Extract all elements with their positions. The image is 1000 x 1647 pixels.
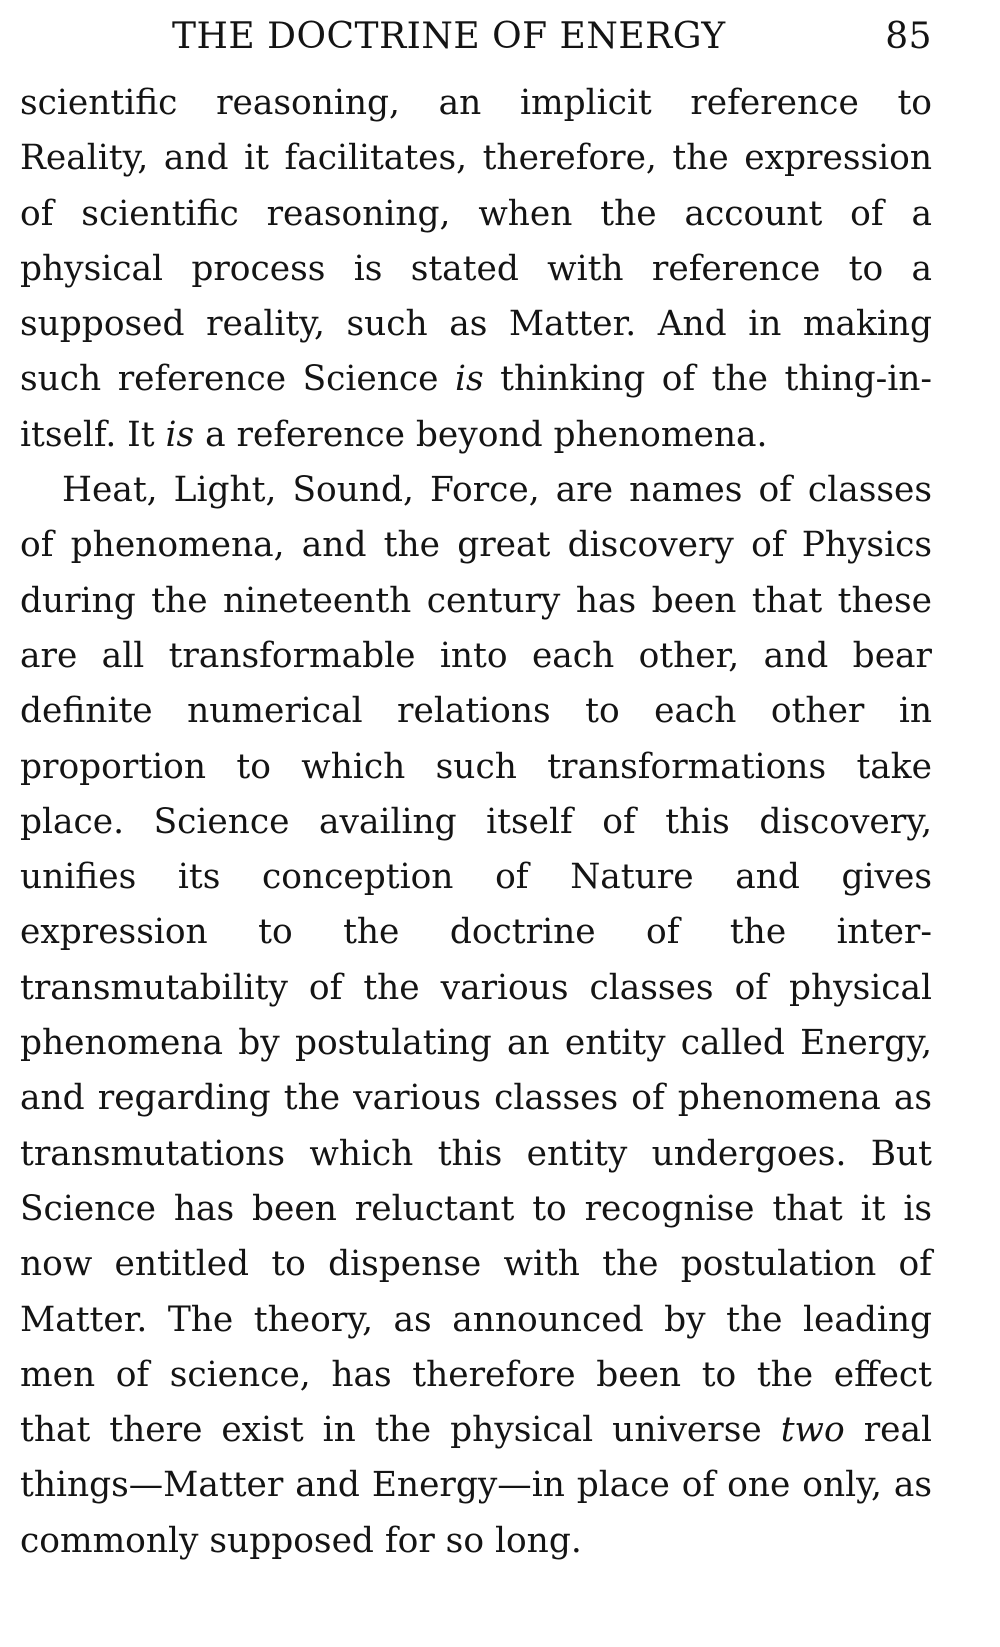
- paragraph-1-text-a: scientific reasoning, an implicit reference to Reality, and it facilitates, therefore, the expression of scientific reasoning, when the account of a physical process is stated with reference to a supposed reality, such as Matter. And in making such reference Science: [20, 83, 932, 400]
- paragraph-2-text-a: Heat, Light, Sound, Force, are names of classes of phenomena, and the great discovery of Physics during the nineteenth century has been that these are all transformable into each other, and bear definite numerical relations to each other in proportion to which such transformations take place. Science availing itself of this discovery, unifies its conception of Nature and gives expression to the doctrine of the inter-transmutability of the various classes of physical phenomena by postulating an entity called Energy, and regarding the various classes of phenomena as transmutations which this entity undergoes. But Science has been reluctant to recognise that it is now entitled to dispense with the postulation of Matter. The theory, as announced by the leading men of science, has therefore been to the effect that there exist in the physical universe: [20, 470, 932, 1451]
- page-number: 85: [885, 16, 932, 57]
- paragraph-1-text-b: thinking of the thing-in-itself. It: [20, 359, 932, 455]
- book-page: [20, 14, 932, 1569]
- paragraph-2-text-b: real things—Matter and Energy—in place of one only, as commonly supposed for so long.: [20, 1410, 932, 1561]
- running-head: [20, 14, 932, 66]
- running-title: THE DOCTRINE OF ENERGY: [172, 16, 726, 57]
- paragraph-1-text-c: a reference beyond phenomena.: [194, 414, 768, 455]
- paragraph-1-emphasis-b: is: [165, 414, 195, 455]
- paragraph-2-emphasis-a: two: [780, 1410, 845, 1451]
- paragraph-1-emphasis-a: is: [455, 359, 484, 400]
- paragraph-1: [20, 76, 932, 463]
- body-text: [20, 76, 932, 1569]
- paragraph-2: [20, 463, 932, 1569]
